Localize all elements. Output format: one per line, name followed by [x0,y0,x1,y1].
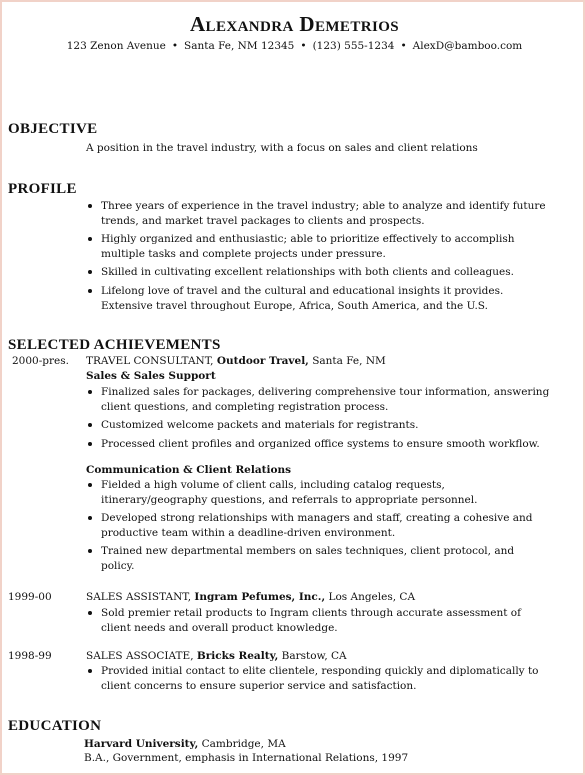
achievements-heading: SELECTED ACHIEVEMENTS [8,337,221,353]
list-item: Lifelong love of travel and the cultural and educational insights it provides. Extensive travel throughout Europe, Africa, South America, and the U.S. [85,284,550,313]
list-item: Skilled in cultivating excellent relationships with both clients and colleagues. [85,265,550,280]
candidate-name: Alexandra Demetrios [189,12,400,36]
list-item: Finalized sales for packages, delivering comprehensive tour information, answering client questions, and completing registration process. [85,385,550,414]
job-title-line [86,591,415,603]
list-item: Provided initial contact to elite clientele, responding quickly and diplomatically to client concerns to ensure superior service and satisfaction. [85,664,550,693]
job-location: Santa Fe, NM [312,355,386,367]
subsection-heading: Sales & Sales Support [86,370,216,382]
job-role: SALES ASSOCIATE, [86,650,194,662]
education-heading: EDUCATION [8,718,102,734]
job-location: Barstow, CA [281,650,347,662]
job-company: Outdoor Travel, [216,355,309,367]
list-item: Processed client profiles and organized office systems to ensure smooth workflow. [85,437,550,452]
job-company: Ingram Pefumes, Inc., [194,591,326,603]
list-item: Highly organized and enthusiastic; able to prioritize effectively to accomplish multiple tasks and complete projects under pressure. [85,232,550,261]
profile-heading: PROFILE [8,181,77,197]
list-item: Sold premier retail products to Ingram clients through accurate assessment of client needs and overall product knowledge. [85,606,550,635]
address: 123 Zenon Avenue [66,40,166,52]
job-title-line [86,650,347,662]
job-role: TRAVEL CONSULTANT, [86,355,214,367]
job-dates: 1999-00 [8,591,52,603]
list-item: Developed strong relationships with managers and staff, creating a cohesive and productive team within a deadline-driven environment. [85,511,550,540]
job-duties-list [85,606,550,639]
contact-line [2,40,585,52]
email[interactable]: AlexD@bamboo.com [412,40,523,52]
job-dates: 1998-99 [8,650,52,662]
job-dates: 2000-pres. [12,355,69,367]
school-name: Harvard University, [84,738,199,750]
phone: (123) 555-1234 [312,40,395,52]
list-item: Fielded a high volume of client calls, including catalog requests, itinerary/geography questions, and referrals to appropriate personnel. [85,478,550,507]
job-title-line [86,355,386,367]
job-role: SALES ASSISTANT, [86,591,192,603]
education-school-line [84,737,286,751]
job-location: Los Angeles, CA [328,591,416,603]
profile-list [85,199,550,317]
objective-text: A position in the travel industry, with a focus on sales and client relations [86,142,478,154]
list-item: Trained new departmental members on sales techniques, client protocol, and policy. [85,544,550,573]
objective-heading: OBJECTIVE [8,121,98,137]
subsection-heading: Communication & Client Relations [86,464,292,476]
school-location: Cambridge, MA [201,738,286,750]
sales-support-list [85,385,550,455]
city: Santa Fe, NM 12345 [184,40,295,52]
list-item: Three years of experience in the travel industry; able to analyze and identify future trends, and market travel packages to clients and prospects. [85,199,550,228]
job-company: Bricks Realty, [196,650,279,662]
separator: • [300,40,307,52]
separator: • [171,40,179,52]
degree-line: B.A., Government, emphasis in International Relations, 1997 [84,752,409,764]
separator: • [400,40,407,52]
list-item: Customized welcome packets and materials for registrants. [85,418,550,433]
client-relations-list [85,478,550,578]
job-duties-list [85,664,550,697]
